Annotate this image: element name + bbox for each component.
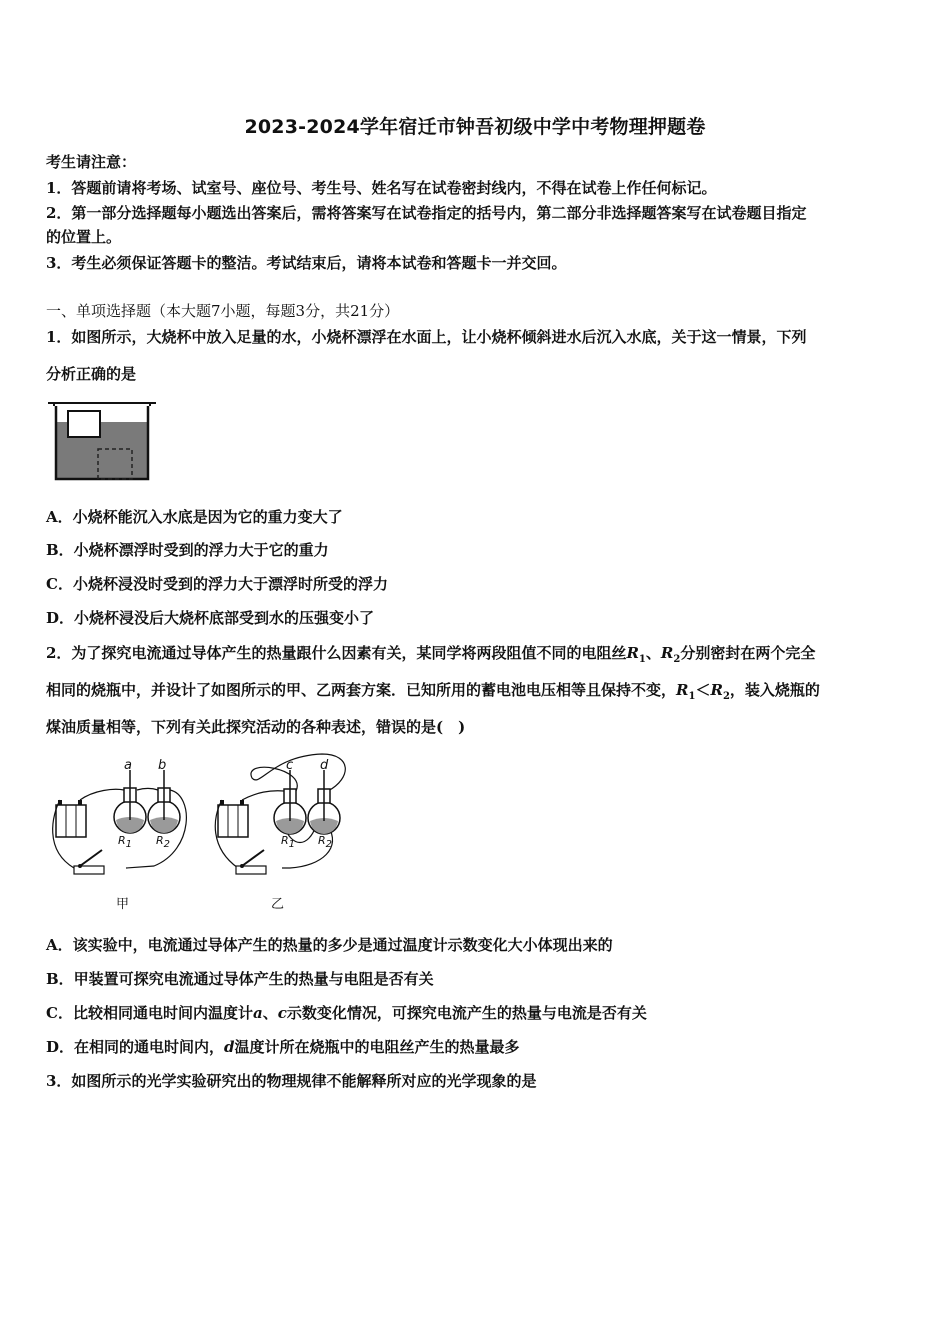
label-b: b [158,758,167,773]
q2-option-b: B．甲装置可探究电流通过导体产生的热量与电阻是否有关 [46,970,434,988]
notice-heading: 考生请注意： [46,153,137,171]
exam-title: 2023-2024学年宿迁市钟吾初级中学中考物理押题卷 [244,116,706,138]
label-r1-yi: $R_1$ [281,834,296,851]
notice-item-3: 3．考生必须保证答题卡的整洁。考试结束后，请将本试卷和答题卡一并交回。 [46,254,567,272]
q2-stem-line3: 煤油质量相等，下列有关此探究活动的各种表述，错误的是( ) [46,718,466,736]
caption-yi: 乙 [271,897,285,912]
q1-option-a: A．小烧杯能沉入水底是因为它的重力变大了 [46,508,343,526]
label-c: c [286,758,294,773]
q2-circuit-jia [44,760,204,885]
q1-option-d: D．小烧杯浸没后大烧杯底部受到水的压强变小了 [46,609,375,627]
notice-item-2: 2．第一部分选择题每小题选出答案后，需将答案写在试卷指定的括号内，第二部分非选择题答案写在试卷题目指定 [46,204,807,222]
label-r2-jia: $R_2$ [156,834,171,851]
notice-item-2-cont: 的位置上。 [46,228,122,246]
label-d: d [320,758,329,773]
q1-stem-line2: 分析正确的是 [46,365,137,383]
q1-beaker-figure [46,400,158,484]
label-a: a [124,758,132,773]
label-r2-yi: $R_2$ [318,834,333,851]
q1-option-c: C．小烧杯浸没时受到的浮力大于漂浮时所受的浮力 [46,575,388,593]
notice-item-1: 1．答题前请将考场、试室号、座位号、考生号、姓名写在试卷密封线内，不得在试卷上作任何标记。 [46,179,717,197]
q1-option-b: B．小烧杯漂浮时受到的浮力大于它的重力 [46,541,329,559]
label-r1-jia: $R_1$ [118,834,133,851]
q2-stem-line1: 2．为了探究电流通过导体产生的热量跟什么因素有关，某同学将两段阻值不同的电阻丝$R_1$、$R_2$分别密封在两个完全 [46,644,816,665]
q2-option-c: C．比较相同通电时间内温度计a、c示数变化情况，可探究电流产生的热量与电流是否有关 [46,1004,647,1022]
section-heading: 一、单项选择题（本大题7小题，每题3分，共21分） [46,302,400,320]
q2-option-d: D．在相同的通电时间内，d温度计所在烧瓶中的电阻丝产生的热量最多 [46,1038,520,1056]
q2-stem-line2: 相同的烧瓶中，并设计了如图所示的甲、乙两套方案．已知所用的蓄电池电压相等且保持不变，$R_1<R_2$，装入烧瓶的 [46,681,820,702]
q3-stem: 3．如图所示的光学实验研究出的物理规律不能解释所对应的光学现象的是 [46,1072,537,1090]
q1-stem-line1: 1．如图所示，大烧杯中放入足量的水，小烧杯漂浮在水面上，让小烧杯倾斜进水后沉入水底，关于这一情景，下列 [46,328,807,346]
caption-jia: 甲 [116,897,130,912]
q2-option-a: A．该实验中，电流通过导体产生的热量的多少是通过温度计示数变化大小体现出来的 [46,936,613,954]
